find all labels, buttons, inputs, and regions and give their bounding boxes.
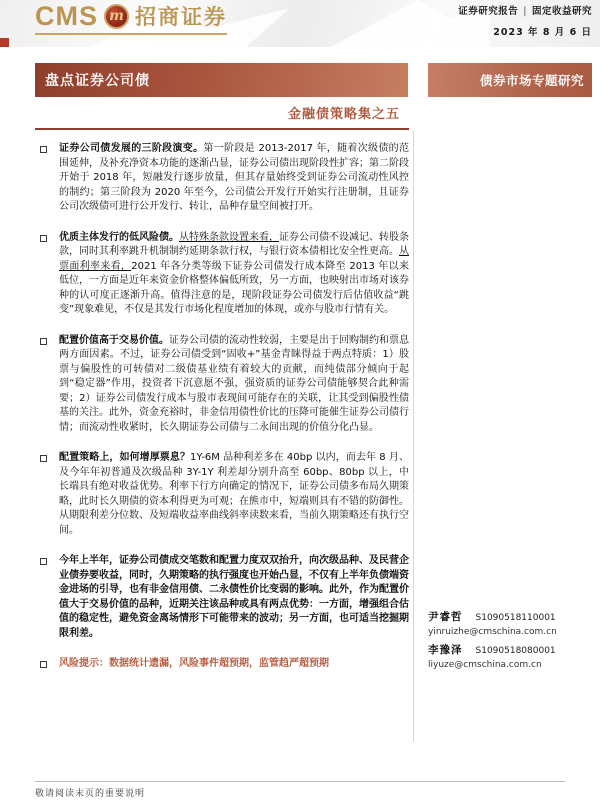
bullet-text: 优质主体发行的低风险债。从特殊条款设置来看，证券公司债不设减记、转股条款，同时其利率跳升机制制约延期条款行权，与银行资本债相比安全性更高。从票面利率来看，2021 年各分类等级下证券公司债发行成本降至 2013 年以来低位，一方面是近年来资金价格整体偏低所致，另一方面，也映射出市场对该券种的认可度正逐渐升高。值得注意的是，现阶段证券公司债发行后估值收益“跳变”现象难见，不仅是其发行市场化程度增加的体现，或亦与股市行情有关。 xyxy=(59,231,409,315)
report-type: 证券研究报告 xyxy=(458,6,519,17)
emblem-glyph: m xyxy=(109,8,124,24)
bullet-item xyxy=(35,334,409,436)
analyst-entry xyxy=(428,642,594,670)
summary-bullet-list xyxy=(35,128,409,672)
square-bullet-icon xyxy=(40,455,47,462)
bullet-text: 风险提示：数据统计遗漏，风险事件超预期，监管趋严超预期 xyxy=(59,658,329,669)
divider: | xyxy=(523,6,527,17)
square-bullet-icon xyxy=(40,558,47,565)
analyst-sidebar xyxy=(428,607,594,675)
analyst-entry xyxy=(428,609,594,637)
analyst-row xyxy=(428,609,594,624)
bullet-text: 今年上半年，证券公司债成交笔数和配置力度双双抬升，向次级品种、及民营企业债券要收益，同时，久期策略的执行强度也开始凸显，不仅有上半年负债端资金进场的引导，也有非金信用债、二永债性价比变弱的影响。此外，作为配置价值大于交易价值的品种，近期关注该品种或具有两点优势：一方面，增强组合估值的稳定性，避免资金离场情形下可能带来的波动；另一方面，也可适当挖掘期限利差。 xyxy=(59,555,409,639)
bullet-item xyxy=(35,451,409,538)
report-date: 2023 年 8 月 6 日 xyxy=(493,27,592,38)
footer-divider xyxy=(35,781,565,782)
analyst-license-code: S1090518110001 xyxy=(475,613,556,623)
square-bullet-icon xyxy=(40,146,47,153)
footer-disclaimer: 敬请阅读末页的重要说明 xyxy=(35,789,146,799)
bullet-item xyxy=(35,231,409,318)
square-bullet-icon xyxy=(40,338,47,345)
report-title-banner: 盘点证券公司债 xyxy=(35,63,408,97)
bullet-item xyxy=(35,554,409,641)
analyst-name: 尹睿哲 xyxy=(428,611,463,623)
bullet-text: 配置策略上，如何增厚票息？1Y-6M 品种利差多在 40bp 以内，而去年 8 月、及今年年初普通及次级品种 3Y-1Y 利差却分别升高至 60bp、80bp 以上，中长端具有绝对收益优势。利率下行方向确定的情况下，证券公司债多布局久期策略，此时长久期债的资本利得更为可观；在熊市中，短端则具有不错的防御性。从期限利差分位数、及短端收益率曲线斜率读数来看，当前久期策略还有执行空间。 xyxy=(59,452,410,536)
bullet-item xyxy=(35,142,409,215)
analyst-license-code: S1090518080001 xyxy=(475,646,556,656)
logo-brand-text: 招商证券 xyxy=(135,5,227,29)
report-type-line xyxy=(458,3,592,17)
cms-logo xyxy=(35,1,227,35)
logo-cms-text: CMS xyxy=(35,0,98,31)
analyst-email: liyuze@cmschina.com.cn xyxy=(428,660,542,670)
square-bullet-icon xyxy=(40,661,47,668)
square-bullet-icon xyxy=(40,235,47,242)
analyst-email: yinruizhe@cmschina.com.cn xyxy=(428,627,557,637)
header-meta xyxy=(458,3,592,38)
risk-note xyxy=(35,657,409,672)
cms-emblem-icon xyxy=(104,4,129,29)
page-edge-marker xyxy=(0,38,9,47)
bullet-text: 配置价值高于交易价值。证券公司债的流动性较弱，主要是出于回购制约和票息两方面因素。不过，证券公司债受到“固收+”基金青睐得益于两点特质：1）股票与偏股性的可转债对二级债基业绩有着较大的贡献，而纯债部分倾向于起到“稳定器”作用，投资者下沉意愿不强，强资质的证券公司债能够契合此种需要；2）证券公司债发行成本与股市表现间可能存在的关联，让其受到偏股性债基的关注。此外，资金充裕时，非金信用债性价比的压降可能催生证券公司债行情；而流动性收紧时，长久期证券公司债与二永间出现的价值分化凸显。 xyxy=(59,334,409,433)
bullet-text: 证券公司债发展的三阶段演变。第一阶段是 2013-2017 年，随着次级债的范围延伸，及补充净资本功能的逐渐凸显，证券公司债出现阶段性扩容；第二阶段开始于 2018 年，短融发行逐步放量，但其存量始终受到证券公司流动性风控的制约；第三阶段为 2020 年至今，公司债公开发行开始实行注册制，且证券公司次级债可进行公开发行、转让，品种存量空间被打开。 xyxy=(59,143,409,212)
analyst-name: 李豫泽 xyxy=(428,644,463,656)
report-category: 固定收益研究 xyxy=(531,6,592,17)
analyst-row xyxy=(428,642,594,657)
report-header xyxy=(0,0,600,47)
series-title-banner: 债券市场专题研究 xyxy=(428,63,592,97)
column-divider xyxy=(413,130,414,742)
report-subtitle: 金融债策略集之五 xyxy=(287,107,400,122)
